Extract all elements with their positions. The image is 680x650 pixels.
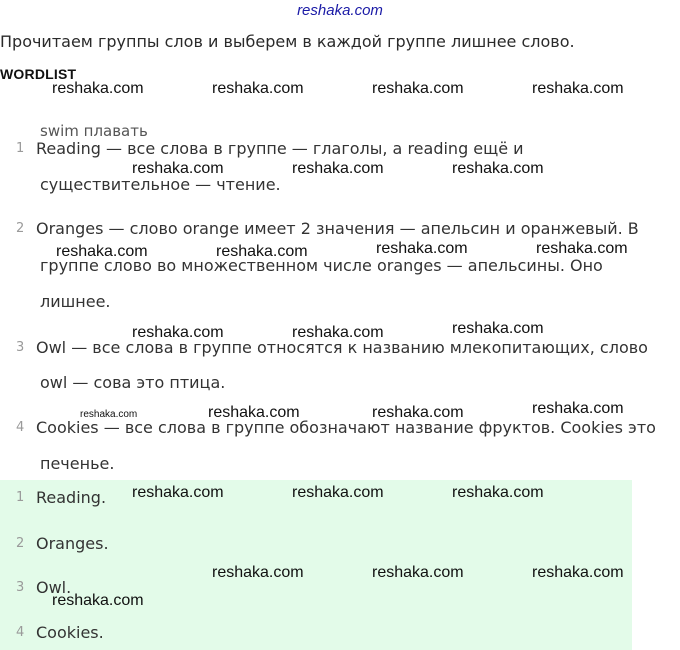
explanation-number: 1 xyxy=(16,141,25,156)
watermark: reshaka.com xyxy=(376,240,468,257)
answer-text: Reading. xyxy=(36,488,107,507)
explanation-line: Owl — все слова в группе относятся к названию млекопитающих, слово xyxy=(36,338,648,357)
watermark: reshaka.com xyxy=(292,160,384,177)
wordlist-cropped-text: swim плавать xyxy=(40,122,148,140)
watermark: reshaka.com xyxy=(292,324,384,341)
site-header-watermark: reshaka.com xyxy=(297,2,383,19)
watermark: reshaka.com xyxy=(372,80,464,97)
explanation-line: Oranges — слово orange имеет 2 значения — апельсин и оранжевый. В xyxy=(36,219,639,238)
answer-text: Cookies. xyxy=(36,623,104,642)
answer-number: 2 xyxy=(16,536,25,551)
watermark: reshaka.com xyxy=(292,484,384,501)
watermark: reshaka.com xyxy=(372,564,464,581)
watermark: reshaka.com xyxy=(452,160,544,177)
explanation-line: существительное — чтение. xyxy=(40,175,281,194)
watermark: reshaka.com xyxy=(208,404,300,421)
watermark: reshaka.com xyxy=(80,409,138,420)
explanation-number: 4 xyxy=(16,420,25,435)
watermark: reshaka.com xyxy=(52,592,144,609)
watermark: reshaka.com xyxy=(536,240,628,257)
explanation-number: 3 xyxy=(16,340,25,355)
wordlist-heading: WORDLIST xyxy=(0,66,77,82)
watermark: reshaka.com xyxy=(452,320,544,337)
watermark: reshaka.com xyxy=(132,324,224,341)
watermark: reshaka.com xyxy=(372,404,464,421)
watermark: reshaka.com xyxy=(56,243,148,260)
watermark: reshaka.com xyxy=(212,80,304,97)
watermark: reshaka.com xyxy=(132,484,224,501)
explanation-line: лишнее. xyxy=(40,292,111,311)
watermark: reshaka.com xyxy=(532,80,624,97)
answer-number: 4 xyxy=(16,625,25,640)
answer-text: Owl. xyxy=(36,578,72,597)
explanation-line: Cookies — все слова в группе обозначают название фруктов. Cookies это xyxy=(36,418,656,437)
intro-text: Прочитаем группы слов и выберем в каждой группе лишнее слово. xyxy=(0,32,575,51)
answer-text: Oranges. xyxy=(36,534,109,553)
explanation-line: owl — сова это птица. xyxy=(40,373,226,392)
watermark: reshaka.com xyxy=(452,484,544,501)
watermark: reshaka.com xyxy=(212,564,304,581)
wordlist-cropped-row xyxy=(40,118,200,140)
explanation-line: печенье. xyxy=(40,454,115,473)
watermark: reshaka.com xyxy=(132,160,224,177)
explanation-number: 2 xyxy=(16,221,25,236)
answer-number: 3 xyxy=(16,580,25,595)
explanation-line: Reading — все слова в группе — глаголы, а reading ещё и xyxy=(36,139,524,158)
watermark: reshaka.com xyxy=(52,80,144,97)
explanation-line: группе слово во множественном числе oranges — апельсины. Оно xyxy=(40,256,603,275)
watermark: reshaka.com xyxy=(216,243,308,260)
answer-number: 1 xyxy=(16,490,25,505)
watermark: reshaka.com xyxy=(532,400,624,417)
watermark: reshaka.com xyxy=(532,564,624,581)
